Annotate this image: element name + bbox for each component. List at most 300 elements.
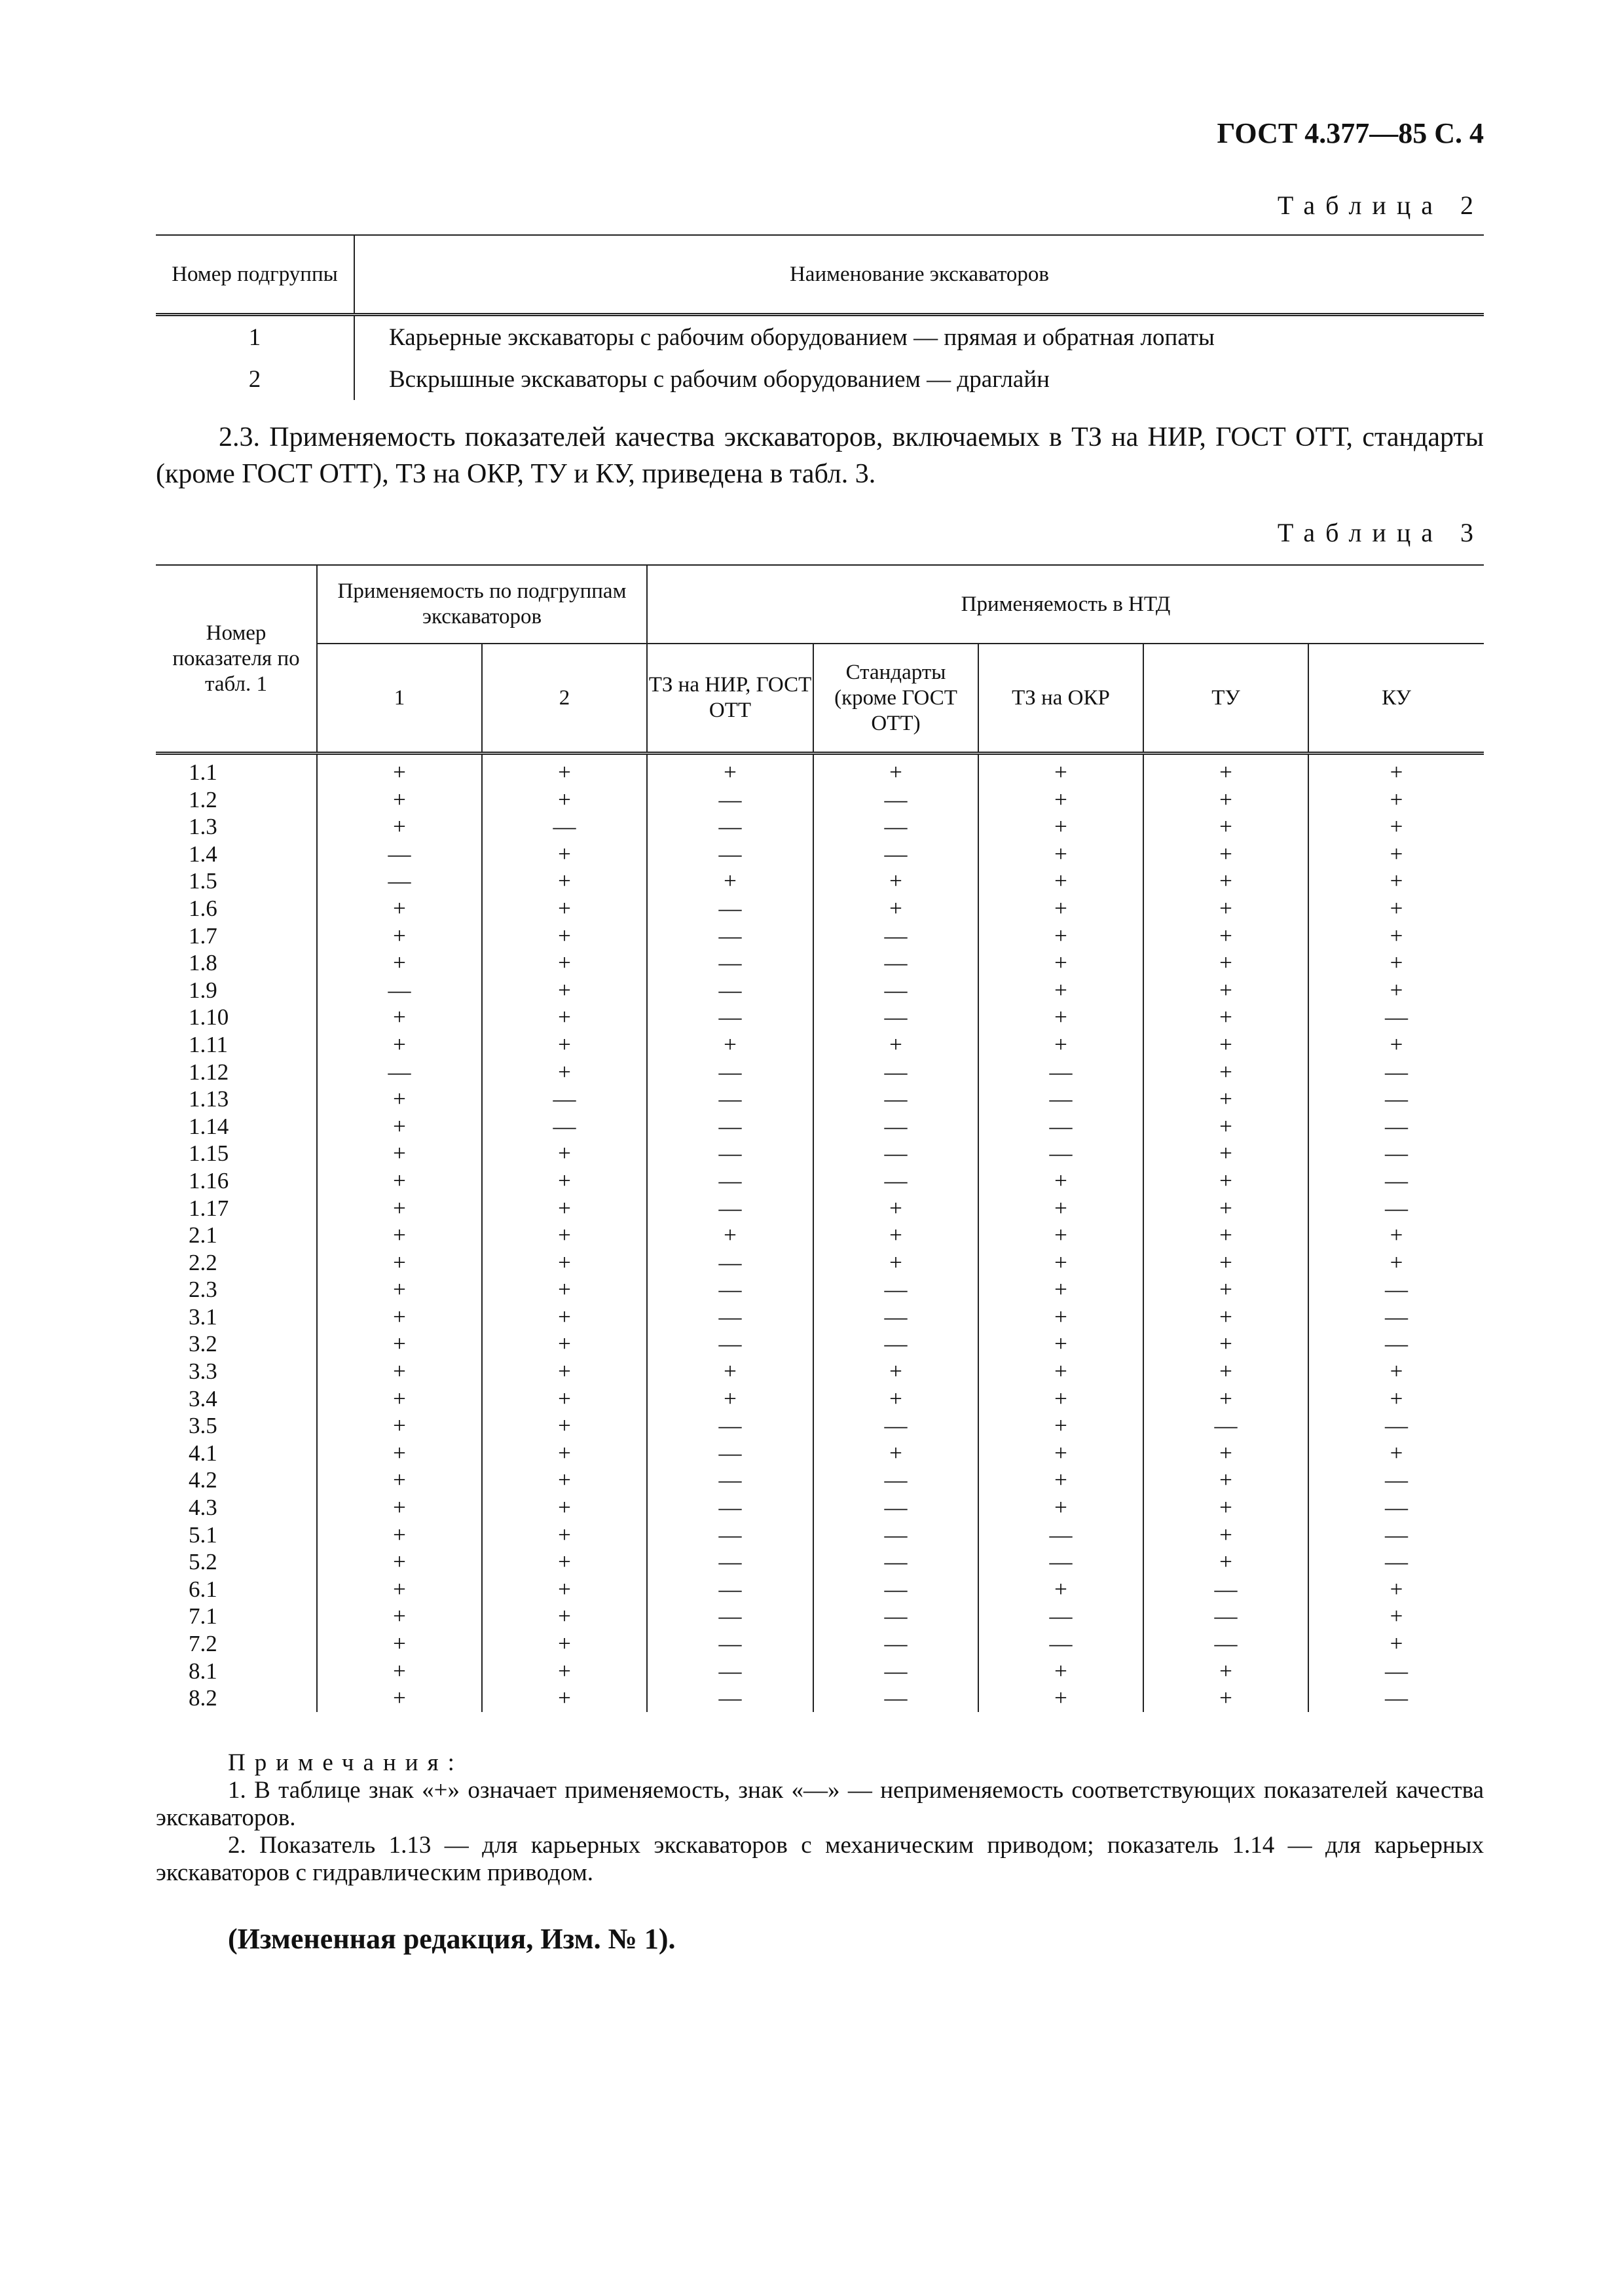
table-row (156, 1031, 1484, 1059)
table3-cell-tz-okr: + (978, 1358, 1143, 1385)
table3-cell-tz-nir: — (647, 1658, 813, 1685)
note-1: 1. В таблице знак «+» означает применяемость, знак «—» — неприменяемость соответствующих показателей качества экскаваторов. (156, 1777, 1484, 1831)
table3-cell-sub2: + (482, 1658, 647, 1685)
table3-cell-tz-nir: — (647, 1167, 813, 1195)
table3-cell-tz-nir: — (647, 813, 813, 841)
table3-cell-tz-okr: — (978, 1603, 1143, 1630)
table3-cell-tz-nir: — (647, 1548, 813, 1576)
table3-cell-tz-okr: + (978, 1276, 1143, 1303)
table3-cell-tz-okr: + (978, 1330, 1143, 1358)
table3-cell-sub2: + (482, 1303, 647, 1331)
table3-cell-sub2: + (482, 1249, 647, 1277)
table3-cell-sub1: + (317, 1412, 482, 1440)
table3-cell-tz-nir: — (647, 1059, 813, 1086)
table3-cell-tz-nir: + (647, 867, 813, 895)
table3-cell-tu: + (1143, 1276, 1308, 1303)
table3-cell-sub2: + (482, 1548, 647, 1576)
table3-cell-sub2: + (482, 1522, 647, 1549)
table3-cell-tz-nir: — (647, 1494, 813, 1522)
table3-cell-tu: + (1143, 754, 1308, 786)
table3-cell-sub1: + (317, 1085, 482, 1113)
table3-cell-standards: — (813, 1276, 978, 1303)
table3-cell-standards: — (813, 1167, 978, 1195)
notes-title: Примечания: (228, 1749, 464, 1776)
table2-cell-name: Карьерные экскаваторы с рабочим оборудованием — прямая и обратная лопаты (389, 323, 1215, 351)
table3-cell-sub1: + (317, 1330, 482, 1358)
table3-cell-indicator: 1.9 (189, 977, 217, 1003)
table3-cell-tu: + (1143, 841, 1308, 868)
table2-cell-number: 2 (156, 358, 354, 400)
table3-cell-tz-okr: + (978, 1440, 1143, 1467)
table3-cell-standards: + (813, 1249, 978, 1277)
table3-cell-indicator: 1.4 (189, 841, 217, 867)
table3-cell-tu: — (1143, 1576, 1308, 1603)
table3-cell-tu: + (1143, 1031, 1308, 1059)
table3-cell-ku: + (1308, 786, 1484, 814)
table3-cell-tz-okr: + (978, 1195, 1143, 1222)
table3-cell-standards: — (813, 1303, 978, 1331)
table3-cell-ku: — (1308, 1113, 1484, 1140)
table-row (156, 841, 1484, 868)
table3-cell-sub2: — (482, 1085, 647, 1113)
table3-cell-tu: — (1143, 1412, 1308, 1440)
table3-cell-tz-okr: + (978, 841, 1143, 868)
table3-cell-sub2: + (482, 977, 647, 1004)
table3-cell-tz-okr: + (978, 1685, 1143, 1712)
page-header: ГОСТ 4.377—85 С. 4 (1217, 117, 1484, 149)
table3-cell-sub2: + (482, 922, 647, 950)
table3-cell-standards: — (813, 1630, 978, 1658)
table3-cell-sub2: + (482, 754, 647, 786)
table3-cell-sub2: + (482, 1467, 647, 1494)
table3-cell-sub1: + (317, 1576, 482, 1603)
table3-cell-tz-okr: + (978, 1004, 1143, 1031)
table3-cell-tu: + (1143, 1222, 1308, 1249)
table3-cell-tz-okr: + (978, 1658, 1143, 1685)
table3-cell-tz-nir: — (647, 1467, 813, 1494)
table3-cell-standards: — (813, 949, 978, 977)
table3-cell-sub2: + (482, 1167, 647, 1195)
table3-cell-tz-nir: — (647, 1195, 813, 1222)
table3-cell-sub1: + (317, 1276, 482, 1303)
table3-cell-ku: + (1308, 1603, 1484, 1630)
table-row (156, 1603, 1484, 1630)
table3-cell-tz-nir: + (647, 1222, 813, 1249)
table2-header-name: Наименование экскаваторов (354, 235, 1484, 315)
table3-cell-tz-nir: — (647, 895, 813, 922)
table3-cell-ku: — (1308, 1522, 1484, 1549)
table3-cell-sub2: — (482, 1113, 647, 1140)
table3-cell-ku: — (1308, 1685, 1484, 1712)
table3-cell-sub1: + (317, 1113, 482, 1140)
table3-cell-sub1: + (317, 1440, 482, 1467)
table-row (156, 1195, 1484, 1222)
table3-cell-sub2: + (482, 1031, 647, 1059)
table3-cell-tz-okr: + (978, 1412, 1143, 1440)
table3-cell-indicator: 1.14 (189, 1113, 229, 1139)
table3-cell-sub1: + (317, 786, 482, 814)
table3-cell-ku: — (1308, 1548, 1484, 1576)
table3-cell-indicator: 2.1 (189, 1222, 217, 1248)
table-row (156, 315, 1484, 359)
table3-cell-sub1: + (317, 1522, 482, 1549)
table3-cell-standards: + (813, 1195, 978, 1222)
table3-cell-sub1: + (317, 1140, 482, 1167)
table3-cell-ku: + (1308, 922, 1484, 950)
table3-cell-tz-nir: — (647, 977, 813, 1004)
table3-header-standards: Стандарты (кроме ГОСТ ОТТ) (813, 644, 978, 754)
table3-cell-sub1: + (317, 1467, 482, 1494)
table3-cell-tz-nir: + (647, 1385, 813, 1413)
table3-header-number: Номер показателя по табл. 1 (156, 565, 317, 754)
table3-cell-indicator: 1.15 (189, 1140, 229, 1167)
table3-cell-sub2: + (482, 949, 647, 977)
table3-cell-tz-nir: + (647, 1358, 813, 1385)
table-row (156, 1658, 1484, 1685)
table3-cell-tu: + (1143, 977, 1308, 1004)
table-row (156, 1630, 1484, 1658)
table3-cell-sub1: — (317, 841, 482, 868)
table3-cell-indicator: 5.1 (189, 1522, 217, 1548)
table3-cell-tz-nir: — (647, 1330, 813, 1358)
table3-cell-tz-okr: + (978, 949, 1143, 977)
table-row (156, 358, 1484, 400)
table3-cell-standards: — (813, 1658, 978, 1685)
table3-cell-sub1: + (317, 895, 482, 922)
table3-cell-tz-nir: — (647, 786, 813, 814)
table3-cell-tz-nir: — (647, 1303, 813, 1331)
table3-cell-ku: + (1308, 841, 1484, 868)
table3-cell-indicator: 4.1 (189, 1440, 217, 1466)
table3-header-sub1: 1 (317, 644, 482, 754)
table3-cell-sub1: + (317, 1385, 482, 1413)
table-row (156, 813, 1484, 841)
table3-cell-tu: + (1143, 1113, 1308, 1140)
table-row (156, 754, 1484, 786)
table3-cell-standards: — (813, 1548, 978, 1576)
table-row (156, 1249, 1484, 1277)
table3-cell-ku: — (1308, 1059, 1484, 1086)
table3-cell-indicator: 1.17 (189, 1195, 229, 1221)
table-row (156, 1385, 1484, 1413)
table3-cell-tu: + (1143, 1167, 1308, 1195)
table3-cell-sub1: + (317, 949, 482, 977)
table3-cell-tu: — (1143, 1603, 1308, 1630)
table3-cell-standards: — (813, 1113, 978, 1140)
table3-cell-tu: + (1143, 949, 1308, 977)
table3-cell-standards: — (813, 1467, 978, 1494)
table3-cell-sub2: + (482, 1276, 647, 1303)
table3-cell-tu: + (1143, 1140, 1308, 1167)
table3-cell-sub1: + (317, 754, 482, 786)
table3-cell-indicator: 2.3 (189, 1277, 217, 1303)
table3-cell-sub2: + (482, 1330, 647, 1358)
table3-cell-standards: — (813, 1059, 978, 1086)
table3-cell-indicator: 1.2 (189, 786, 217, 812)
amendment-note: (Измененная редакция, Изм. № 1). (228, 1923, 676, 1955)
table3-cell-ku: + (1308, 867, 1484, 895)
table2-caption: Таблица 2 (1277, 191, 1484, 220)
table-row (156, 786, 1484, 814)
table3-cell-ku: — (1308, 1412, 1484, 1440)
table3-cell-ku: — (1308, 1276, 1484, 1303)
table3-cell-sub1: + (317, 1658, 482, 1685)
table3-cell-ku: + (1308, 977, 1484, 1004)
table3-cell-standards: — (813, 1685, 978, 1712)
table3-cell-tz-nir: — (647, 1576, 813, 1603)
table3-cell-sub2: + (482, 1494, 647, 1522)
table-row (156, 1330, 1484, 1358)
table3-cell-indicator: 8.2 (189, 1685, 217, 1711)
table3-cell-standards: + (813, 1222, 978, 1249)
table3-cell-sub1: + (317, 1494, 482, 1522)
table-row (156, 977, 1484, 1004)
table3-cell-indicator: 3.3 (189, 1358, 217, 1385)
table3-cell-tz-okr: + (978, 867, 1143, 895)
table3-cell-sub2: + (482, 1059, 647, 1086)
table3-cell-tz-nir: — (647, 1140, 813, 1167)
table3-cell-indicator: 2.2 (189, 1249, 217, 1275)
table3-cell-tz-nir: — (647, 1685, 813, 1712)
table3-cell-tz-okr: — (978, 1113, 1143, 1140)
table3-caption: Таблица 3 (1277, 518, 1484, 547)
table3-cell-sub2: + (482, 1140, 647, 1167)
table3-cell-ku: — (1308, 1467, 1484, 1494)
table3-cell-sub2: + (482, 1685, 647, 1712)
table3-header-tu: ТУ (1143, 644, 1308, 754)
table3-cell-indicator: 1.1 (189, 759, 217, 785)
table3-cell-indicator: 6.1 (189, 1576, 217, 1602)
table3-cell-indicator: 1.8 (189, 950, 217, 976)
table3-cell-ku: + (1308, 813, 1484, 841)
table3-cell-tz-okr: — (978, 1630, 1143, 1658)
table2-cell-number: 1 (156, 315, 354, 359)
table3-cell-sub2: + (482, 1222, 647, 1249)
table3-cell-sub2: + (482, 1358, 647, 1385)
table3-cell-tz-okr: + (978, 1167, 1143, 1195)
table3-cell-sub2: + (482, 1385, 647, 1413)
table3-cell-tz-nir: + (647, 1031, 813, 1059)
table-2 (156, 234, 1484, 400)
table3-cell-standards: + (813, 1440, 978, 1467)
table3-cell-tz-nir: — (647, 1603, 813, 1630)
table-row (156, 1167, 1484, 1195)
table-row (156, 1113, 1484, 1140)
table3-cell-ku: + (1308, 754, 1484, 786)
table3-cell-tu: + (1143, 1685, 1308, 1712)
table3-cell-indicator: 3.2 (189, 1331, 217, 1357)
table3-header-subgroups: Применяемость по подгруппам экскаваторов (317, 565, 647, 644)
table3-cell-ku: — (1308, 1658, 1484, 1685)
table3-cell-sub2: + (482, 867, 647, 895)
table3-cell-standards: — (813, 1494, 978, 1522)
table-row (156, 1467, 1484, 1494)
table3-cell-tz-okr: — (978, 1085, 1143, 1113)
table3-cell-tu: + (1143, 1059, 1308, 1086)
table3-cell-tu: + (1143, 1330, 1308, 1358)
table-row (156, 1004, 1484, 1031)
table3-cell-standards: — (813, 977, 978, 1004)
table3-cell-tz-nir: — (647, 1276, 813, 1303)
table3-cell-sub2: — (482, 813, 647, 841)
table3-cell-tz-nir: — (647, 1085, 813, 1113)
table3-cell-tu: + (1143, 1249, 1308, 1277)
table-row (156, 1358, 1484, 1385)
table3-header-ntd: Применяемость в НТД (647, 565, 1484, 644)
table3-cell-sub2: + (482, 1412, 647, 1440)
table3-cell-tz-nir: — (647, 1522, 813, 1549)
table3-cell-tz-okr: + (978, 1576, 1143, 1603)
table3-cell-indicator: 1.7 (189, 922, 217, 949)
table3-cell-tu: + (1143, 1440, 1308, 1467)
table3-cell-tz-okr: + (978, 1031, 1143, 1059)
table3-cell-standards: — (813, 1085, 978, 1113)
table3-cell-sub2: + (482, 1440, 647, 1467)
table3-cell-ku: + (1308, 1385, 1484, 1413)
table3-cell-sub1: + (317, 922, 482, 950)
table3-cell-tz-okr: + (978, 754, 1143, 786)
table3-cell-indicator: 3.4 (189, 1385, 217, 1412)
table3-cell-ku: — (1308, 1330, 1484, 1358)
table-row (156, 895, 1484, 922)
table3-cell-tu: + (1143, 1494, 1308, 1522)
table3-cell-tz-nir: — (647, 1113, 813, 1140)
table3-cell-tz-nir: — (647, 1412, 813, 1440)
table-row (156, 1276, 1484, 1303)
table3-cell-ku: + (1308, 1249, 1484, 1277)
table3-cell-indicator: 1.12 (189, 1059, 229, 1085)
table3-cell-indicator: 1.3 (189, 814, 217, 840)
table3-cell-ku: — (1308, 1004, 1484, 1031)
table3-cell-standards: — (813, 813, 978, 841)
table3-header-ku: КУ (1308, 644, 1484, 754)
table3-cell-tu: + (1143, 1548, 1308, 1576)
table-row (156, 1140, 1484, 1167)
table3-cell-ku: + (1308, 1031, 1484, 1059)
table3-cell-tz-okr: + (978, 977, 1143, 1004)
table3-cell-indicator: 1.11 (189, 1031, 228, 1057)
table3-cell-indicator: 1.6 (189, 895, 217, 921)
note-2: 2. Показатель 1.13 — для карьерных экскаваторов с механическим приводом; показатель 1.14 — для карьерных экскаваторов с гидравлическим приводом. (156, 1832, 1484, 1886)
table3-cell-sub1: + (317, 1685, 482, 1712)
table3-cell-ku: — (1308, 1085, 1484, 1113)
table3-cell-ku: — (1308, 1195, 1484, 1222)
table-row (156, 949, 1484, 977)
table3-cell-sub2: + (482, 786, 647, 814)
table3-cell-tu: + (1143, 1658, 1308, 1685)
table3-cell-sub1: + (317, 813, 482, 841)
table3-cell-tu: + (1143, 786, 1308, 814)
table3-cell-tz-nir: — (647, 949, 813, 977)
table3-cell-tz-nir: — (647, 1630, 813, 1658)
table3-cell-tz-okr: + (978, 786, 1143, 814)
table3-cell-tz-okr: + (978, 1494, 1143, 1522)
table3-cell-sub2: + (482, 1630, 647, 1658)
table3-cell-sub1: + (317, 1603, 482, 1630)
table3-cell-tz-okr: — (978, 1548, 1143, 1576)
table3-cell-tu: + (1143, 813, 1308, 841)
paragraph-2-3: 2.3. Применяемость показателей качества экскаваторов, включаемых в ТЗ на НИР, ГОСТ ОТТ, стандарты (кроме ГОСТ ОТТ), ТЗ на ОКР, ТУ и КУ, приведена в табл. 3. (156, 422, 1484, 489)
table3-cell-tz-nir: — (647, 1004, 813, 1031)
table3-cell-tz-nir: + (647, 754, 813, 786)
table3-cell-tu: + (1143, 1085, 1308, 1113)
table3-cell-standards: + (813, 754, 978, 786)
table3-cell-indicator: 7.2 (189, 1631, 217, 1656)
table3-cell-sub1: + (317, 1031, 482, 1059)
table3-cell-tz-nir: — (647, 841, 813, 868)
table3-cell-tz-okr: + (978, 895, 1143, 922)
table-row (156, 1412, 1484, 1440)
table3-cell-standards: + (813, 1031, 978, 1059)
table3-cell-tu: + (1143, 1522, 1308, 1549)
table3-cell-ku: + (1308, 1576, 1484, 1603)
table3-cell-sub1: — (317, 1059, 482, 1086)
table3-cell-indicator: 4.2 (189, 1467, 217, 1493)
table3-cell-tu: + (1143, 922, 1308, 950)
table3-cell-tz-nir: — (647, 922, 813, 950)
table3-cell-tz-okr: — (978, 1059, 1143, 1086)
table3-header-sub2: 2 (482, 644, 647, 754)
notes (156, 1749, 1484, 1887)
table3-cell-sub1: + (317, 1249, 482, 1277)
table3-cell-tz-okr: + (978, 1467, 1143, 1494)
table3-cell-sub1: + (317, 1004, 482, 1031)
table2-cell-name: Вскрышные экскаваторы с рабочим оборудованием — драглайн (389, 365, 1050, 393)
table3-cell-standards: — (813, 1522, 978, 1549)
table3-cell-sub1: + (317, 1548, 482, 1576)
table3-cell-sub1: + (317, 1630, 482, 1658)
table3-cell-tu: + (1143, 1385, 1308, 1413)
table3-cell-tz-okr: + (978, 813, 1143, 841)
table-3 (156, 564, 1484, 1712)
table3-cell-indicator: 1.16 (189, 1167, 229, 1194)
table3-cell-tz-nir: — (647, 1440, 813, 1467)
table3-cell-tz-okr: + (978, 1222, 1143, 1249)
table3-cell-tz-okr: + (978, 922, 1143, 950)
table3-cell-sub2: + (482, 1603, 647, 1630)
table3-cell-sub1: — (317, 977, 482, 1004)
table3-cell-ku: + (1308, 949, 1484, 977)
table3-cell-ku: + (1308, 895, 1484, 922)
table3-cell-sub2: + (482, 1195, 647, 1222)
table3-cell-tz-okr: — (978, 1522, 1143, 1549)
table-row (156, 1548, 1484, 1576)
table3-cell-tu: + (1143, 1004, 1308, 1031)
table-row (156, 1059, 1484, 1086)
table2-header-number: Номер подгруппы (156, 235, 354, 315)
table3-cell-tu: — (1143, 1630, 1308, 1658)
table-row (156, 1303, 1484, 1331)
table3-cell-indicator: 3.5 (189, 1413, 217, 1439)
table3-cell-ku: — (1308, 1303, 1484, 1331)
table3-cell-tu: + (1143, 867, 1308, 895)
table3-cell-tz-okr: — (978, 1140, 1143, 1167)
table3-cell-sub2: + (482, 1004, 647, 1031)
table3-cell-sub1: + (317, 1195, 482, 1222)
table-row (156, 1576, 1484, 1603)
table-row (156, 1440, 1484, 1467)
table3-cell-standards: — (813, 1576, 978, 1603)
table3-header-tz-nir: ТЗ на НИР, ГОСТ ОТТ (647, 644, 813, 754)
table3-cell-standards: — (813, 1603, 978, 1630)
table3-cell-standards: — (813, 1330, 978, 1358)
table3-cell-indicator: 1.13 (189, 1086, 229, 1112)
table3-cell-standards: — (813, 1004, 978, 1031)
table3-cell-standards: — (813, 1412, 978, 1440)
table3-cell-standards: — (813, 786, 978, 814)
table3-cell-ku: + (1308, 1440, 1484, 1467)
table3-cell-standards: + (813, 895, 978, 922)
